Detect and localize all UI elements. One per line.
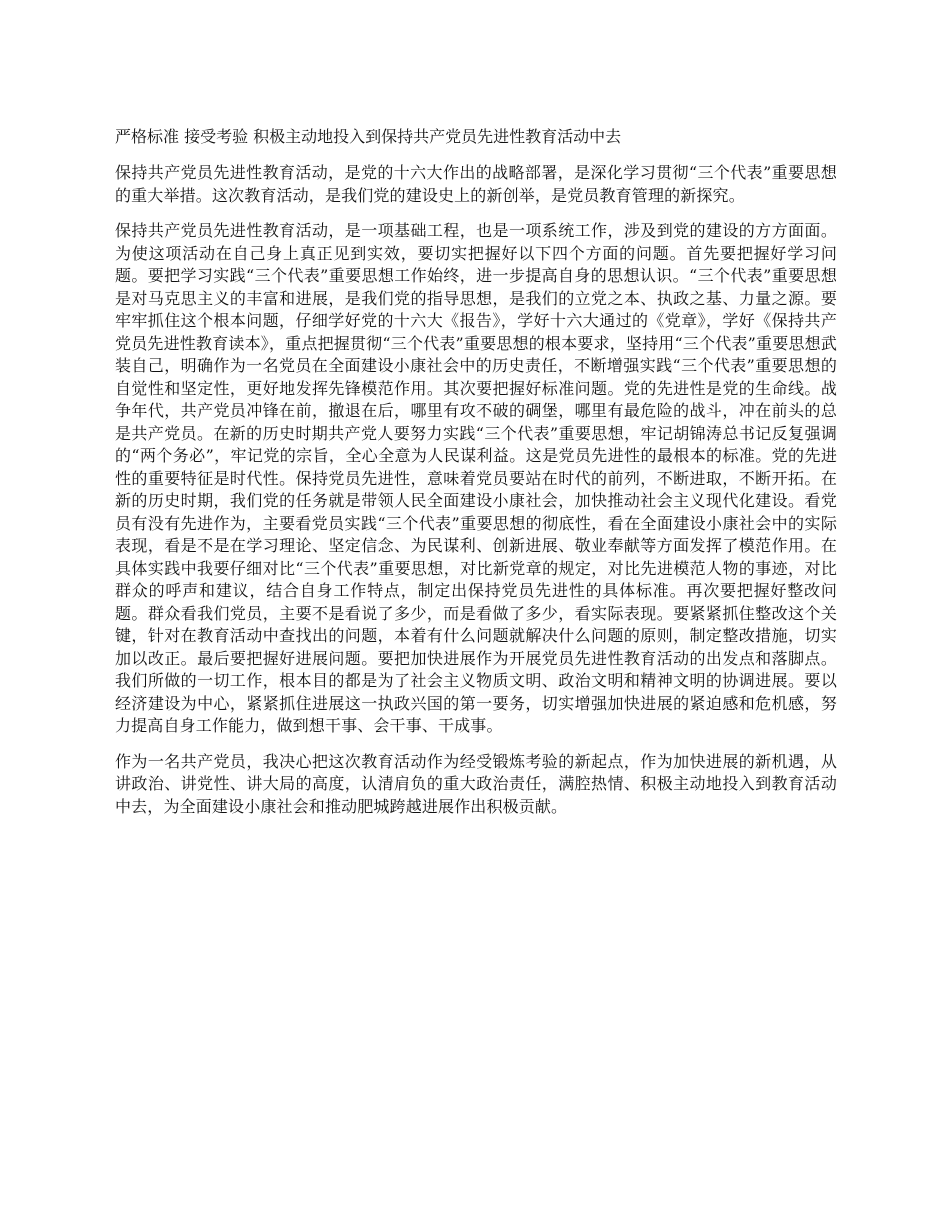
paragraph-main: 保持共产党员先进性教育活动，是一项基础工程，也是一项系统工作，涉及到党的建设的方方面面。为使这项活动在自己身上真正见到实效，要切实把握好以下四个方面的问题。首先要把握好学习问题。要把学习实践“三个代表”重要思想工作始终，进一步提高自身的思想认识。“三个代表”重要思想是对马克思主义的丰富和进展，是我们党的指导思想，是我们的立党之本、执政之基、力量之源。要牢牢抓住这个根本问题，仔细学好党的十六大《报告》，学好十六大通过的《党章》，学好《保持共产党员先进性教育读本》，重点把握贯彻“三个代表”重要思想的根本要求，坚持用“三个代表”重要思想武装自己，明确作为一名党员在全面建设小康社会中的历史责任，不断增强实践“三个代表”重要思想的自觉性和坚定性，更好地发挥先锋模范作用。其次要把握好标准问题。党的先进性是党的生命线。战争年代，共产党员冲锋在前，撤退在后，哪里有攻不破的碉堡，哪里有最危险的战斗，冲在前头的总是共产党员。在新的历史时期共产党人要努力实践“三个代表”重要思想，牢记胡锦涛总书记反复强调的“两个务必”，牢记党的宗旨，全心全意为人民谋利益。这是党员先进性的最根本的标准。党的先进性的重要特征是时代性。保持党员先进性，意味着党员要站在时代的前列，不断进取，不断开拓。在新的历史时期，我们党的任务就是带领人民全面建设小康社会，加快推动社会主义现代化建设。看党员有没有先进作为，主要看党员实践“三个代表”重要思想的彻底性，看在全面建设小康社会中的实际表现，看是不是在学习理论、坚定信念、为民谋利、创新进展、敬业奉献等方面发挥了模范作用。在具体实践中我要仔细对比“三个代表”重要思想，对比新党章的规定，对比先进模范人物的事迹，对比群众的呼声和建议，结合自身工作特点，制定出保持党员先进性的具体标准。再次要把握好整改问题。群众看我们党员，主要不是看说了多少，而是看做了多少，看实际表现。要紧紧抓住整改这个关键，针对在教育活动中查找出的问题，本着有什么问题就解决什么问题的原则，制定整改措施，切实加以改正。最后要把握好进展问题。要把加快进展作为开展党员先进性教育活动的出发点和落脚点。我们所做的一切工作，根本目的都是为了社会主义物质文明、政治文明和精神文明的协调进展。要以经济建设为中心，紧紧抓住进展这一执政兴国的第一要务，切实增强加快进展的紧迫感和危机感，努力提高自身工作能力，做到想干事、会干事、干成事。 xyxy=(115,221,837,735)
paragraph-intro: 保持共产党员先进性教育活动，是党的十六大作出的战略部署，是深化学习贯彻“三个代表”重要思想的重大举措。这次教育活动，是我们党的建设史上的新创举，是党员教育管理的新探究。 xyxy=(115,163,837,205)
paragraph-conclusion: 作为一名共产党员，我决心把这次教育活动作为经受锻炼考验的新起点，作为加快进展的新机遇，从讲政治、讲党性、讲大局的高度，认清肩负的重大政治责任，满腔热情、积极主动地投入到教育活动中去，为全面建设小康社会和推动肥城跨越进展作出积极贡献。 xyxy=(115,751,837,816)
document-body xyxy=(115,126,837,831)
document-title: 严格标准 接受考验 积极主动地投入到保持共产党员先进性教育活动中去 xyxy=(115,127,622,146)
